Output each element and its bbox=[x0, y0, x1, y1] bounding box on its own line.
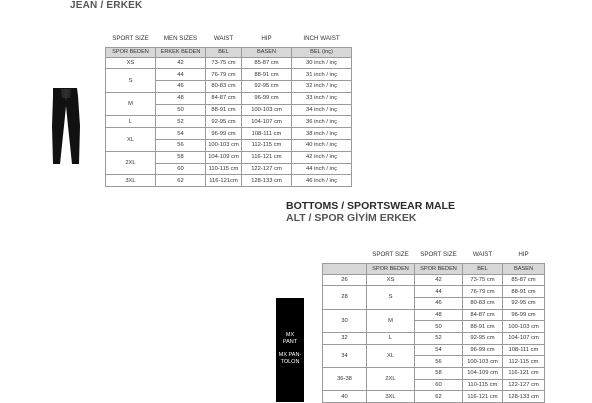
table-cell: 54 bbox=[156, 128, 206, 140]
header-waist: WAIST bbox=[213, 35, 234, 43]
table-cell: 85-87 cm bbox=[242, 57, 292, 69]
table-cell: 40 inch / inç bbox=[292, 140, 352, 152]
table-cell: 31 inch / inç bbox=[292, 69, 352, 81]
table-cell: 104-107 cm bbox=[242, 116, 292, 128]
table-cell: 100-103 cm bbox=[206, 140, 242, 152]
table-cell: 46 bbox=[156, 81, 206, 93]
mx-label-line-2: PANT bbox=[282, 339, 298, 345]
table-cell: 40 bbox=[323, 391, 367, 403]
header-mx bbox=[323, 246, 367, 263]
table-cell: 88-91 cm bbox=[206, 104, 242, 116]
table-cell: 36 inch / inç bbox=[292, 116, 352, 128]
subheader-empty bbox=[323, 263, 367, 274]
table-row bbox=[106, 92, 352, 104]
table-cell: 62 bbox=[415, 391, 463, 403]
mx-label-line-4: TOLON bbox=[280, 359, 300, 365]
table-cell: XS bbox=[106, 57, 156, 69]
table-cell: 112-115 cm bbox=[503, 356, 545, 368]
table-cell: 80-83 cm bbox=[463, 297, 503, 309]
header-waist: WAIST bbox=[472, 250, 493, 258]
table-row bbox=[106, 57, 352, 69]
table-cell: 76-79 cm bbox=[206, 69, 242, 81]
table-cell: 110-115 cm bbox=[206, 163, 242, 175]
table-cell: 108-111 cm bbox=[242, 128, 292, 140]
table-row bbox=[106, 151, 352, 163]
jean-size-table bbox=[105, 31, 352, 187]
table-cell: 42 bbox=[156, 57, 206, 69]
jean-subheader-row bbox=[106, 47, 352, 57]
table-cell: 96-99 cm bbox=[206, 128, 242, 140]
table-cell: XL bbox=[106, 128, 156, 152]
table-cell: 48 bbox=[156, 92, 206, 104]
table-cell: 76-79 cm bbox=[463, 286, 503, 298]
table-cell: 84-87 cm bbox=[206, 92, 242, 104]
table-cell: 92-95 cm bbox=[242, 81, 292, 93]
table-row bbox=[323, 344, 545, 356]
bottoms-subtitle: ALT / SPOR GİYİM ERKEK bbox=[286, 212, 417, 224]
table-cell: L bbox=[367, 332, 415, 344]
table-cell: 28 bbox=[323, 286, 367, 309]
table-cell: 46 bbox=[415, 297, 463, 309]
subheader-erkek-beden: ERKEK BEDEN bbox=[156, 47, 206, 57]
table-cell: 2XL bbox=[367, 368, 415, 391]
table-cell: 116-121 cm bbox=[242, 151, 292, 163]
table-cell: 30 bbox=[323, 309, 367, 332]
table-cell: 84-87 cm bbox=[463, 309, 503, 321]
table-cell: S bbox=[367, 286, 415, 309]
header-men-sizes: MEN SIZES bbox=[163, 35, 198, 43]
table-cell: 85-87 cm bbox=[503, 274, 545, 286]
table-row bbox=[323, 274, 545, 286]
table-cell: 116-121 cm bbox=[503, 368, 545, 380]
bottoms-title: BOTTOMS / SPORTSWEAR MALE bbox=[286, 200, 455, 212]
table-cell: 34 bbox=[323, 344, 367, 367]
table-cell: 42 inch / inç bbox=[292, 151, 352, 163]
mx-pant-label bbox=[276, 298, 304, 402]
bottoms-subheader-row bbox=[323, 263, 545, 274]
table-cell: 60 bbox=[156, 163, 206, 175]
table-cell: 36-38 bbox=[323, 368, 367, 391]
table-cell: 96-99 cm bbox=[463, 344, 503, 356]
table-cell: 92-95 cm bbox=[206, 116, 242, 128]
table-cell: 26 bbox=[323, 274, 367, 286]
table-cell: 52 bbox=[415, 332, 463, 344]
table-cell: 44 bbox=[156, 69, 206, 81]
table-cell: XL bbox=[367, 344, 415, 367]
table-cell: 50 bbox=[156, 104, 206, 116]
header-hip: HIP bbox=[261, 35, 272, 43]
table-row bbox=[106, 116, 352, 128]
table-cell: 58 bbox=[415, 368, 463, 380]
table-row bbox=[323, 286, 545, 298]
subheader-basen: BASEN bbox=[242, 47, 292, 57]
table-cell: L bbox=[106, 116, 156, 128]
table-cell: 32 bbox=[323, 332, 367, 344]
table-cell: 56 bbox=[156, 140, 206, 152]
table-row bbox=[323, 309, 545, 321]
table-cell: 100-103 cm bbox=[463, 356, 503, 368]
table-cell: 52 bbox=[156, 116, 206, 128]
subheader-bel: BEL bbox=[463, 263, 503, 274]
subheader-basen: BASEN bbox=[503, 263, 545, 274]
table-cell: 122-127 cm bbox=[242, 163, 292, 175]
mx-label-line-3: MX PAN- bbox=[278, 352, 302, 358]
header-hip: HIP bbox=[518, 250, 529, 258]
table-cell: 44 bbox=[415, 286, 463, 298]
table-cell: 88-91 cm bbox=[503, 286, 545, 298]
table-cell: M bbox=[106, 92, 156, 116]
subheader-spor-beden-2: SPOR BEDEN bbox=[415, 263, 463, 274]
table-cell: 104-109 cm bbox=[206, 151, 242, 163]
bottoms-size-table bbox=[322, 246, 545, 403]
table-cell: 92-95 cm bbox=[503, 297, 545, 309]
table-cell: 104-109 cm bbox=[463, 368, 503, 380]
table-cell: 42 bbox=[415, 274, 463, 286]
bottoms-header-row bbox=[323, 246, 545, 263]
table-cell: 116-121cm bbox=[206, 175, 242, 187]
table-row bbox=[323, 391, 545, 403]
table-cell: 92-95 cm bbox=[463, 332, 503, 344]
table-cell: 73-75 cm bbox=[206, 57, 242, 69]
table-cell: 100-103 cm bbox=[503, 321, 545, 333]
subheader-bel: BEL bbox=[206, 47, 242, 57]
header-sport-size-2: SPORT SIZE bbox=[420, 250, 457, 258]
table-cell: 80-83 cm bbox=[206, 81, 242, 93]
table-cell: 100-103 cm bbox=[242, 104, 292, 116]
table-cell: 128-133 cm bbox=[503, 391, 545, 403]
table-cell: 54 bbox=[415, 344, 463, 356]
table-cell: 116-121 cm bbox=[463, 391, 503, 403]
table-cell: 46 inch / inç bbox=[292, 175, 352, 187]
jean-header-row bbox=[106, 31, 352, 47]
table-row bbox=[106, 175, 352, 187]
table-cell: 32 inch / inç bbox=[292, 81, 352, 93]
table-cell: 3XL bbox=[367, 391, 415, 403]
mx-label-line-1: MX bbox=[285, 332, 295, 338]
header-sport-size: SPORT SIZE bbox=[372, 250, 409, 258]
jean-title: JEAN / ERKEK bbox=[70, 0, 143, 11]
table-cell: 60 bbox=[415, 379, 463, 391]
table-cell: 33 inch / inç bbox=[292, 92, 352, 104]
table-row bbox=[323, 368, 545, 380]
table-cell: 112-115 cm bbox=[242, 140, 292, 152]
table-cell: 128-133 cm bbox=[242, 175, 292, 187]
table-cell: 44 inch / inç bbox=[292, 163, 352, 175]
pants-icon bbox=[44, 86, 88, 166]
subheader-spor-beden: SPOR BEDEN bbox=[106, 47, 156, 57]
table-cell: 108-111 cm bbox=[503, 344, 545, 356]
table-cell: 48 bbox=[415, 309, 463, 321]
table-cell: S bbox=[106, 69, 156, 93]
table-cell: 50 bbox=[415, 321, 463, 333]
table-cell: 3XL bbox=[106, 175, 156, 187]
table-cell: 88-91 cm bbox=[463, 321, 503, 333]
table-row bbox=[323, 332, 545, 344]
header-inch-waist: INCH WAIST bbox=[303, 35, 340, 43]
table-cell: 2XL bbox=[106, 151, 156, 175]
table-cell: 30 inch / inç bbox=[292, 57, 352, 69]
table-cell: 110-115 cm bbox=[463, 379, 503, 391]
subheader-bel-inc: BEL (inç) bbox=[292, 47, 352, 57]
table-cell: 58 bbox=[156, 151, 206, 163]
table-cell: 73-75 cm bbox=[463, 274, 503, 286]
table-row bbox=[106, 69, 352, 81]
table-cell: 96-99 cm bbox=[503, 309, 545, 321]
table-cell: XS bbox=[367, 274, 415, 286]
table-cell: 104-107 cm bbox=[503, 332, 545, 344]
subheader-spor-beden: SPOR BEDEN bbox=[367, 263, 415, 274]
table-cell: 88-91 cm bbox=[242, 69, 292, 81]
table-cell: 38 inch / inç bbox=[292, 128, 352, 140]
table-cell: 62 bbox=[156, 175, 206, 187]
table-cell: 122-127 cm bbox=[503, 379, 545, 391]
header-sport-size: SPORT SIZE bbox=[112, 35, 149, 43]
table-row bbox=[106, 128, 352, 140]
table-cell: 96-99 cm bbox=[242, 92, 292, 104]
table-cell: 56 bbox=[415, 356, 463, 368]
table-cell: 34 inch / inç bbox=[292, 104, 352, 116]
table-cell: M bbox=[367, 309, 415, 332]
